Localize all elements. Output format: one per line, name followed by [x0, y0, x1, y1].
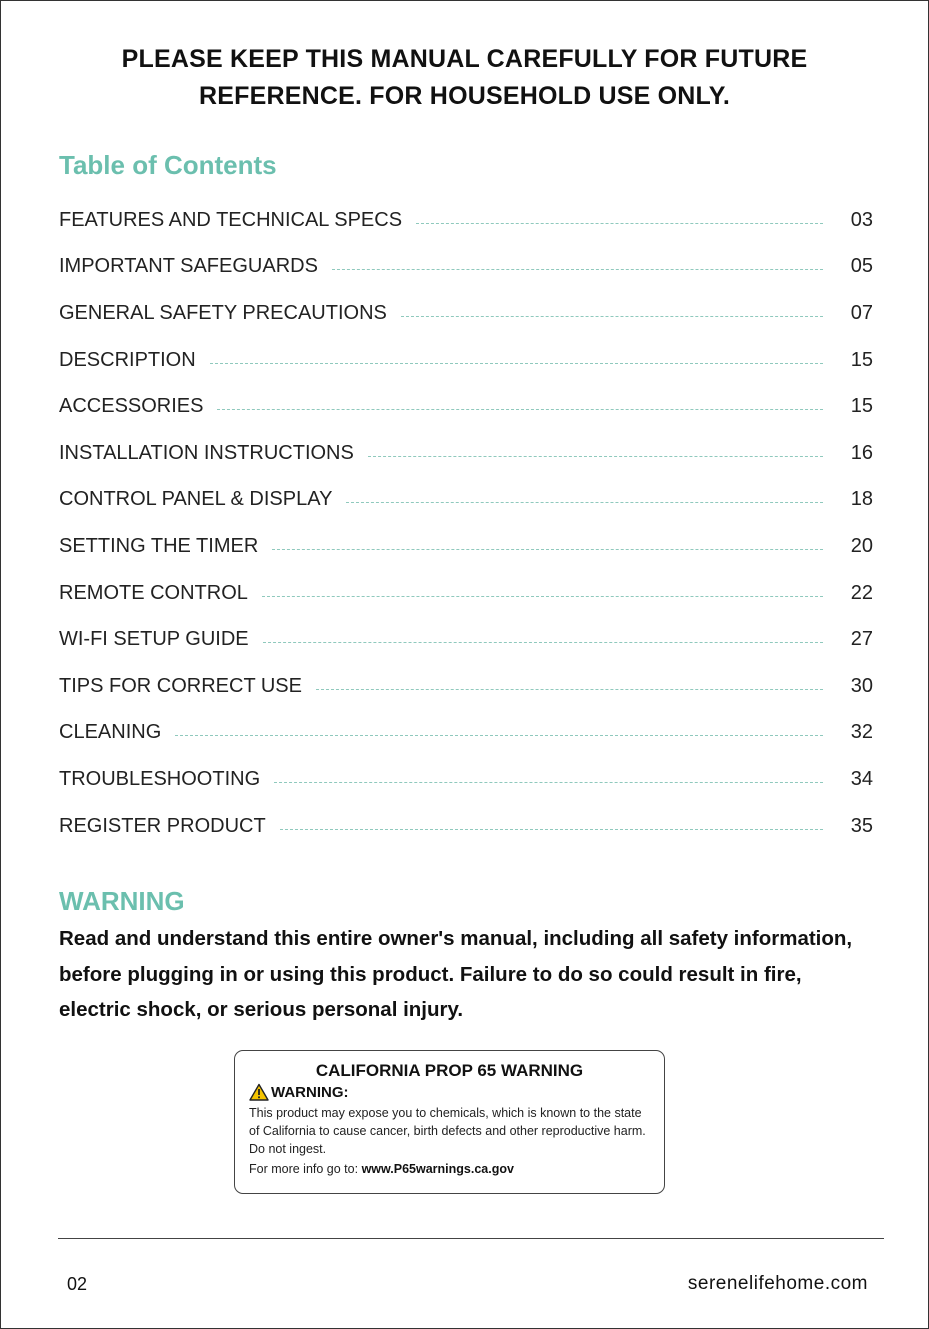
toc-dot-leader: [175, 735, 823, 736]
toc-dot-leader: [316, 689, 823, 690]
toc-entry-page: 35: [850, 814, 873, 837]
toc-entry-label: GENERAL SAFETY PRECAUTIONS: [59, 301, 387, 324]
toc-entry-page: 18: [850, 488, 873, 511]
toc-entry-label: REGISTER PRODUCT: [59, 814, 266, 837]
toc-entry-label: DESCRIPTION: [59, 348, 196, 371]
toc-entry-page: 16: [850, 441, 873, 464]
toc-dot-leader: [272, 549, 823, 550]
toc-entry-label: CONTROL PANEL & DISPLAY: [59, 488, 333, 511]
notice-line-2: REFERENCE. FOR HOUSEHOLD USE ONLY.: [199, 82, 730, 110]
prop65-warning-label: WARNING:: [271, 1083, 349, 1101]
toc-list: [59, 197, 873, 849]
footer-divider: [58, 1238, 884, 1239]
toc-entry-label: INSTALLATION INSTRUCTIONS: [59, 441, 354, 464]
toc-entry[interactable]: [59, 523, 873, 570]
page-number: 02: [67, 1274, 88, 1294]
toc-entry-label: TIPS FOR CORRECT USE: [59, 674, 302, 697]
website-url[interactable]: serenelifehome.com: [687, 1273, 868, 1294]
toc-entry-page: 20: [850, 534, 873, 557]
toc-entry-label: WI-FI SETUP GUIDE: [59, 628, 249, 651]
toc-title: Table of Contents: [59, 150, 277, 180]
toc-entry-label: FEATURES AND TECHNICAL SPECS: [59, 208, 403, 231]
toc-entry-page: 15: [850, 348, 873, 371]
household-use-notice: [61, 41, 868, 115]
toc-entry[interactable]: [59, 244, 873, 291]
warning-triangle-icon: [249, 1083, 269, 1101]
toc-dot-leader: [210, 363, 823, 364]
notice-line-1: PLEASE KEEP THIS MANUAL CAREFULLY FOR FUTURE: [121, 45, 808, 73]
toc-entry-page: 05: [850, 255, 873, 278]
toc-entry[interactable]: [59, 663, 873, 710]
toc-dot-leader: [346, 502, 823, 503]
toc-entry-label: SETTING THE TIMER: [59, 534, 259, 557]
warning-body: Read and understand this entire owner's manual, including all safety information, before plugging in or using this product. Failure to do so could result in fire, electric shock, or serious personal injury.: [59, 927, 853, 1021]
toc-dot-leader: [368, 456, 823, 457]
toc-entry[interactable]: [59, 290, 873, 337]
toc-entry[interactable]: [59, 616, 873, 663]
prop65-warning-line: [249, 1083, 650, 1101]
toc-dot-leader: [332, 269, 823, 270]
prop65-more-info: [249, 1162, 650, 1176]
toc-entry-label: IMPORTANT SAFEGUARDS: [59, 255, 318, 278]
toc-dot-leader: [263, 642, 823, 643]
toc-dot-leader: [274, 782, 823, 783]
toc-entry[interactable]: [59, 803, 873, 850]
toc-entry-label: ACCESSORIES: [59, 395, 204, 418]
toc-entry[interactable]: [59, 197, 873, 244]
warning-title: WARNING: [59, 886, 185, 916]
toc-entry-page: 34: [850, 767, 873, 790]
toc-entry[interactable]: [59, 710, 873, 757]
toc-entry[interactable]: [59, 570, 873, 617]
toc-entry-page: 07: [850, 301, 873, 324]
toc-entry-page: 22: [850, 581, 873, 604]
toc-dot-leader: [416, 223, 823, 224]
toc-entry-page: 03: [850, 208, 873, 231]
prop65-warning-box: [234, 1050, 665, 1194]
toc-entry-page: 32: [850, 721, 873, 744]
toc-entry-page: 15: [850, 395, 873, 418]
toc-entry-label: REMOTE CONTROL: [59, 581, 248, 604]
prop65-more-prefix: For more info go to:: [249, 1162, 362, 1176]
toc-entry-label: TROUBLESHOOTING: [59, 767, 261, 790]
toc-entry-label: CLEANING: [59, 721, 162, 744]
toc-entry[interactable]: [59, 337, 873, 384]
toc-entry[interactable]: [59, 477, 873, 524]
toc-entry-page: 30: [850, 674, 873, 697]
prop65-link[interactable]: www.P65warnings.ca.gov: [361, 1162, 514, 1176]
prop65-text: This product may expose you to chemicals, which is known to the state of California to cause cancer, birth defects and other reproductive harm. Do not ingest.: [249, 1106, 646, 1156]
toc-dot-leader: [401, 316, 823, 317]
toc-entry-page: 27: [850, 628, 873, 651]
toc-dot-leader: [280, 829, 823, 830]
toc-dot-leader: [217, 409, 823, 410]
prop65-title: CALIFORNIA PROP 65 WARNING: [315, 1061, 584, 1080]
toc-dot-leader: [262, 596, 823, 597]
toc-entry[interactable]: [59, 383, 873, 430]
toc-entry[interactable]: [59, 756, 873, 803]
toc-entry[interactable]: [59, 430, 873, 477]
